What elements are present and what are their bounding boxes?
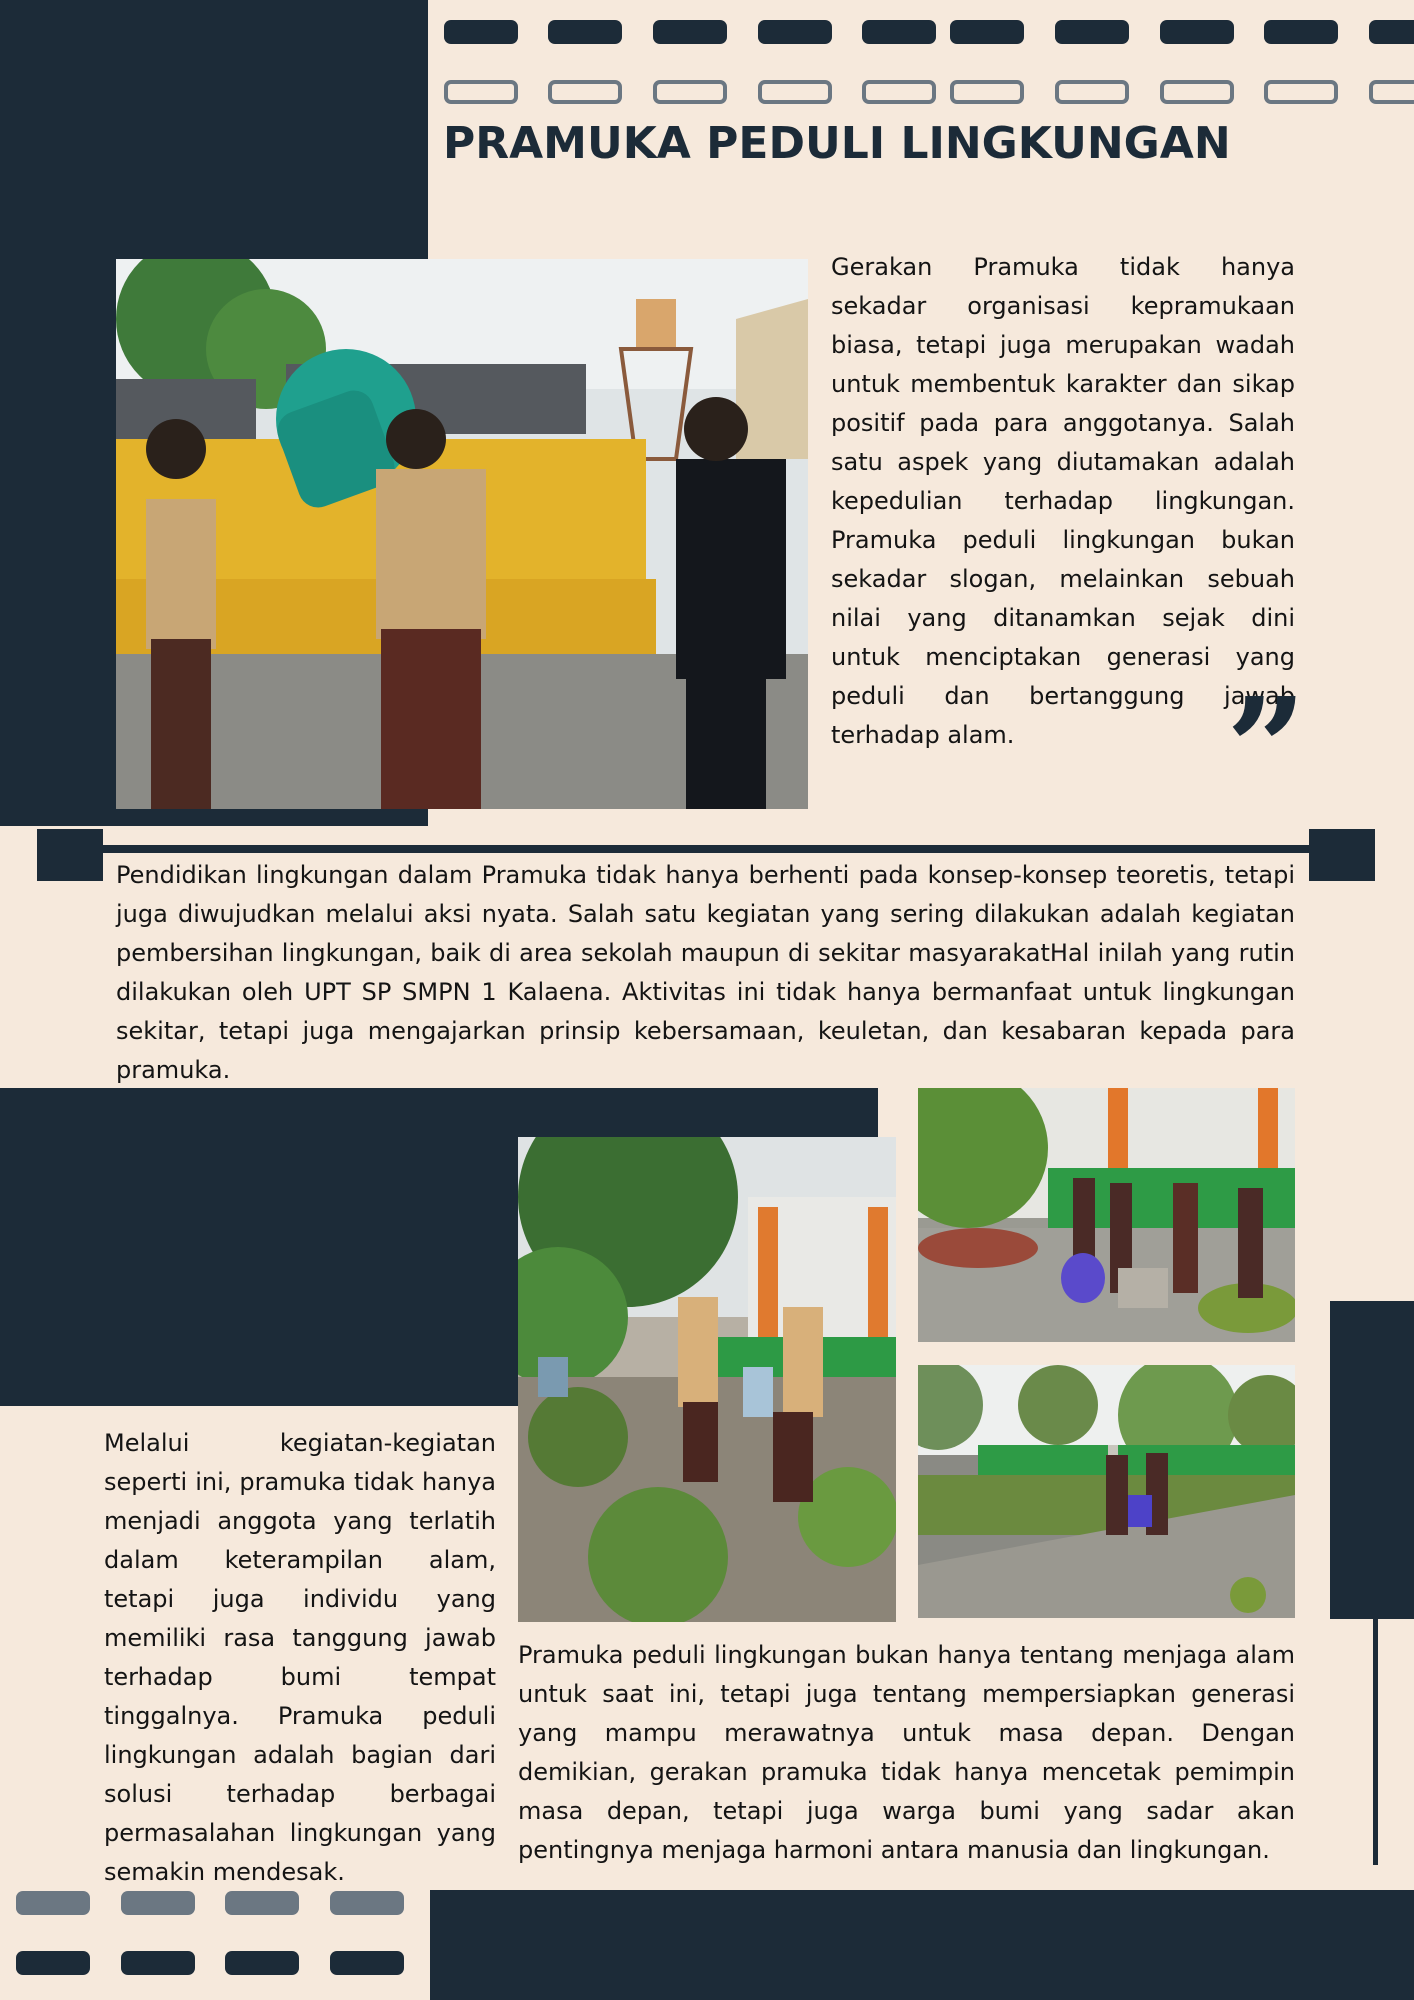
divider-cap-right xyxy=(1309,829,1375,881)
photo-scouts-schoolyard xyxy=(918,1088,1295,1342)
divider-line xyxy=(103,845,1309,853)
activities-paragraph: Melalui kegiatan-kegiatan seperti ini, pramuka tidak hanya menjadi anggota yang terlatih dalam keterampilan alam, tetapi juga individu yang memiliki rasa tanggung jawab terhadap bumi tempat tinggalnya. Pramuka peduli lingkungan adalah bagian dari solusi terhadap berbagai permasalahan lingkungan yang semakin mendesak. xyxy=(104,1429,496,1886)
divider-cap-left xyxy=(37,829,103,881)
education-paragraph: Pendidikan lingkungan dalam Pramuka tidak hanya berhenti pada konsep-konsep teoretis, tetapi juga diwujudkan melalui aksi nyata. Salah satu kegiatan yang sering dilakukan adalah kegiatan pembersihan lingkungan, baik di area sekolah maupun di sekitar masyarakatHal inilah yang rutin dilakukan oleh UPT SP SMPN 1 Kalaena. Aktivitas ini tidak hanya bermanfaat untuk lingkungan sekitar, tetapi juga mengajarkan prinsip kebersamaan, keuletan, dan kesabaran kepada para pramuka. xyxy=(116,861,1295,1084)
navy-block-bottom xyxy=(430,1890,1414,2000)
navy-block-right xyxy=(1330,1301,1414,1619)
photo-scouts-courtyard xyxy=(918,1365,1295,1618)
closing-quote-icon: ” xyxy=(1226,668,1307,832)
navy-line-right xyxy=(1373,1619,1378,1865)
photo-scouts-garden-cleaning xyxy=(518,1137,896,1622)
closing-paragraph: Pramuka peduli lingkungan bukan hanya tentang menjaga alam untuk saat ini, tetapi juga tentang mempersiapkan generasi yang mampu merawatnya untuk masa depan. Dengan demikian, gerakan pramuka tidak hanya mencetak pemimpin masa depan, tetapi juga warga bumi yang sadar akan pentingnya menjaga harmoni antara manusia dan lingkungan. xyxy=(518,1641,1295,1864)
photo-scouts-waste-bin xyxy=(116,259,808,809)
page-title: PRAMUKA PEDULI LINGKUNGAN xyxy=(443,118,1231,169)
intro-paragraph: Gerakan Pramuka tidak hanya sekadar organisasi kepramukaan biasa, tetapi juga merupakan wadah untuk membentuk karakter dan sikap positif pada para anggotanya. Salah satu aspek yang diutamakan adalah kepedulian terhadap lingkungan. Pramuka peduli lingkungan bukan sekadar slogan, melainkan sebuah nilai yang ditanamkan sejak dini untuk menciptakan generasi yang peduli dan bertanggung jawab terhadap alam. xyxy=(831,253,1295,749)
